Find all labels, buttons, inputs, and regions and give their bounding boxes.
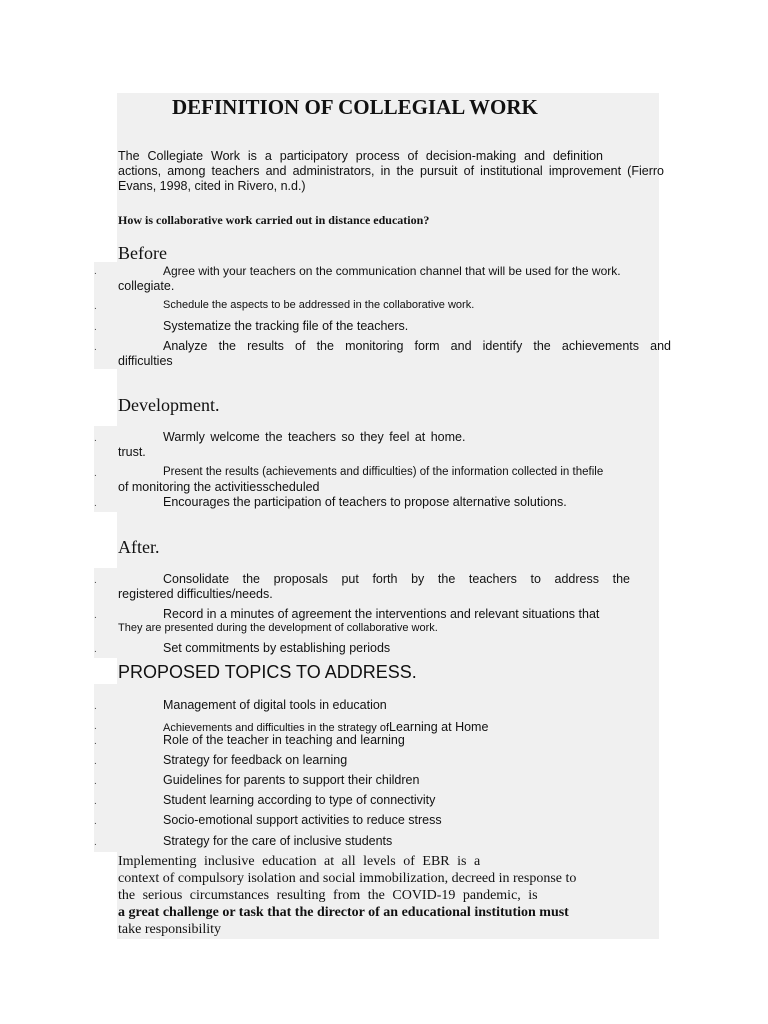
topic-item: Guidelines for parents to support their children (163, 773, 420, 787)
bullet-marker: . (94, 575, 97, 586)
before-item-4: Analyze the results of the monitoring form and identify the achievements and (163, 339, 671, 353)
closing-line-5: take responsibility (118, 922, 222, 937)
development-item-2-cont: of monitoring the activitiesscheduled (118, 480, 320, 494)
bullet-marker: . (94, 610, 97, 621)
bullet-marker: . (94, 644, 97, 655)
topic-item: Management of digital tools in education (163, 698, 387, 712)
bullet-marker: . (94, 796, 97, 807)
after-item-1: Consolidate the proposals put forth by the teachers to address the (163, 572, 630, 586)
closing-line-2: context of compulsory isolation and social immobilization, decreed in response to (118, 871, 577, 886)
after-item-2-cont: They are presented during the development of collaborative work. (118, 622, 438, 634)
before-item-1: Agree with your teachers on the communication channel that will be used for the work. (163, 264, 621, 278)
intro-line-2: actions, among teachers and administrators, in the pursuit of institutional improvement (Fierro (118, 164, 664, 178)
bullet-marker: . (94, 837, 97, 848)
bullet-marker: . (94, 756, 97, 767)
closing-line-3: the serious circumstances resulting from the COVID-19 pandemic, is (118, 888, 538, 903)
page-title: DEFINITION OF COLLEGIAL WORK (172, 95, 538, 119)
bullet-marker: . (94, 342, 97, 353)
development-item-2: Present the results (achievements and difficulties) of the information collected in thefile (163, 466, 604, 478)
bullet-marker: . (94, 776, 97, 787)
bullet-marker: . (94, 468, 97, 479)
bullet-marker: . (94, 498, 97, 509)
intro-line-1: The Collegiate Work is a participatory process of decision-making and definition (118, 149, 603, 163)
before-item-2: Schedule the aspects to be addressed in the collaborative work. (163, 299, 475, 311)
bullet-shade-4 (94, 684, 118, 852)
intro-line-3: Evans, 1998, cited in Rivero, n.d.) (118, 179, 306, 193)
topic-item: Strategy for the care of inclusive students (163, 834, 393, 848)
development-item-3: Encourages the participation of teachers to propose alternative solutions. (163, 495, 567, 509)
bullet-shade-3 (94, 568, 118, 658)
topic-item: Socio-emotional support activities to reduce stress (163, 813, 442, 827)
development-item-1: Warmly welcome the teachers so they feel at home. (163, 430, 466, 444)
development-heading: Development. (118, 395, 220, 415)
bullet-marker: . (94, 816, 97, 827)
question-heading: How is collaborative work carried out in distance education? (118, 213, 430, 227)
topic-item: Student learning according to type of connectivity (163, 793, 436, 807)
bullet-marker: . (94, 301, 97, 312)
before-item-1-cont: collegiate. (118, 279, 175, 293)
bullet-marker: . (94, 701, 97, 712)
bullet-shade-1 (94, 262, 118, 369)
bullet-marker: . (94, 736, 97, 747)
development-item-1-cont: trust. (118, 445, 146, 459)
bullet-shade-2 (94, 426, 118, 512)
topic-item-large-part: Learning at Home (389, 720, 489, 734)
after-item-1-cont: registered difficulties/needs. (118, 587, 273, 601)
topic-item: Strategy for feedback on learning (163, 753, 348, 767)
before-item-4-cont: difficulties (118, 354, 173, 368)
topics-heading: PROPOSED TOPICS TO ADDRESS. (118, 662, 417, 682)
bullet-marker: . (94, 322, 97, 333)
bullet-marker: . (94, 266, 97, 277)
before-heading: Before (118, 243, 167, 263)
topic-item: Role of the teacher in teaching and learning (163, 733, 405, 747)
bullet-marker: . (94, 721, 97, 732)
closing-line-1: Implementing inclusive education at all levels of EBR is a (118, 854, 481, 869)
after-item-3: Set commitments by establishing periods (163, 641, 391, 655)
topic-item-small-part: Achievements and difficulties in the strategy of (163, 722, 390, 734)
bullet-marker: . (94, 433, 97, 444)
after-item-2: Record in a minutes of agreement the interventions and relevant situations that (163, 607, 600, 621)
after-heading: After. (118, 537, 160, 557)
before-item-3: Systematize the tracking file of the teachers. (163, 319, 409, 333)
closing-line-4: a great challenge or task that the director of an educational institution must (118, 905, 569, 920)
